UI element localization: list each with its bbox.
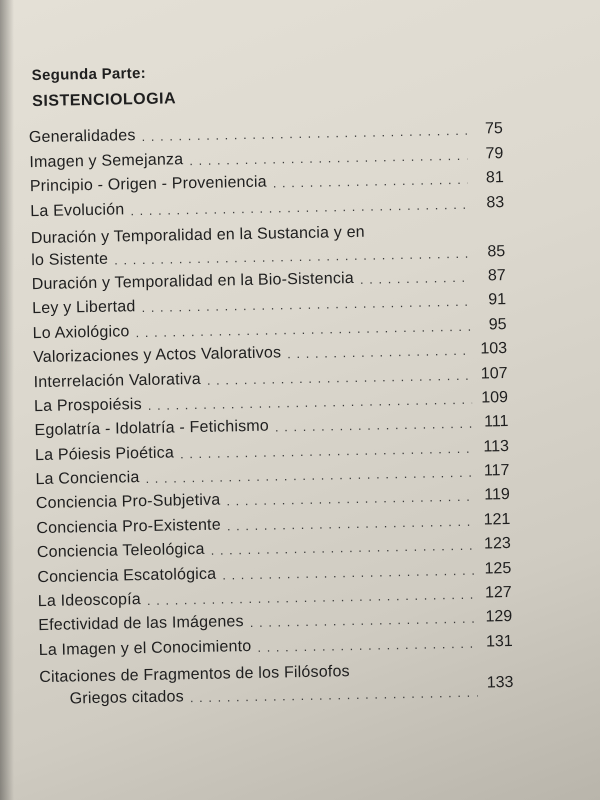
toc-entry-title: La Ideoscopía	[37, 591, 142, 611]
part-label: Segunda Parte:	[31, 64, 147, 85]
toc-entry-page: 109	[481, 388, 509, 407]
toc-entry-page: 103	[480, 340, 508, 358]
toc-entry-page: 127	[484, 584, 512, 602]
toc-entry-title: Lo Axiológico	[32, 322, 130, 342]
toc-entry-title: Egolatría - Idolatría - Fetichismo	[34, 417, 270, 440]
toc-entry-title: La Imagen y el Conocimiento	[38, 637, 252, 659]
toc-entry-title: La Prospoiésis	[33, 395, 142, 416]
section-title: SISTENCIOLOGIA	[32, 90, 177, 111]
toc-entry-page: 87	[487, 266, 506, 285]
toc-entry-title-continued: Griegos citados	[69, 688, 185, 708]
toc-entry-page: 85	[487, 242, 506, 260]
toc-entry-page: 121	[483, 510, 511, 529]
toc-entry-title-continued: lo Sistente	[31, 250, 109, 269]
toc-entry-title: Citaciones de Fragmentos de los Filósofos	[39, 662, 350, 686]
toc-entry-page: 113	[483, 437, 510, 456]
toc-entry-title: Ley y Libertad	[32, 298, 136, 318]
dot-leader	[360, 270, 470, 288]
toc-entry-page: 129	[485, 608, 513, 626]
toc-entry-title: La Conciencia	[35, 469, 140, 489]
toc-entry-title: Valorizaciones y Actos Valorativos	[32, 344, 282, 367]
toc-entry-title: Duración y Temporalidad en la Sustancia y en	[30, 223, 365, 247]
toc-entry-page: 125	[484, 559, 512, 578]
toc-entry-title: Efectividad de las Imágenes	[38, 613, 244, 635]
toc-entry-page: 131	[485, 632, 513, 651]
toc-entry-page: 107	[480, 364, 508, 383]
toc-entry-page: 133	[486, 673, 514, 692]
toc-entry	[31, 212, 506, 270]
toc-entry-title: Conciencia Pro-Existente	[36, 516, 221, 537]
toc-entry-title: Imagen y Semejanza	[29, 150, 184, 171]
toc-entry-title: Conciencia Pro-Subjetiva	[35, 492, 221, 513]
toc-entry-page: 119	[484, 486, 511, 504]
toc-entry-page: 95	[488, 315, 507, 334]
toc-entry-title: Generalidades	[28, 127, 136, 147]
toc-entry-title: Interrelación Valorativa	[33, 370, 202, 391]
toc-entry-page: 91	[488, 291, 507, 309]
toc-entry-title: Principio - Origen - Proveniencia	[29, 173, 267, 196]
toc-entry-page: 123	[483, 535, 511, 553]
toc-list	[29, 114, 514, 709]
toc-entry-page: 75	[484, 120, 503, 138]
toc-entry-title: Conciencia Escatológica	[37, 565, 217, 586]
toc-entry-page: 111	[483, 413, 509, 431]
toc-entry-title: Conciencia Teleológica	[36, 541, 205, 562]
toc-entry-title: La Póiesis Pioética	[34, 444, 175, 464]
toc-entry-page: 79	[485, 144, 504, 163]
toc-entry-title: Duración y Temporalidad en la Bio-Sistencia	[31, 269, 355, 294]
toc-entry-title: La Evolución	[30, 200, 125, 220]
toc-entry-page: 83	[486, 193, 505, 211]
toc-entry	[39, 651, 514, 709]
dot-leader	[190, 684, 478, 706]
toc-entry-page: 81	[485, 169, 504, 187]
toc-entry-page: 117	[483, 462, 510, 480]
